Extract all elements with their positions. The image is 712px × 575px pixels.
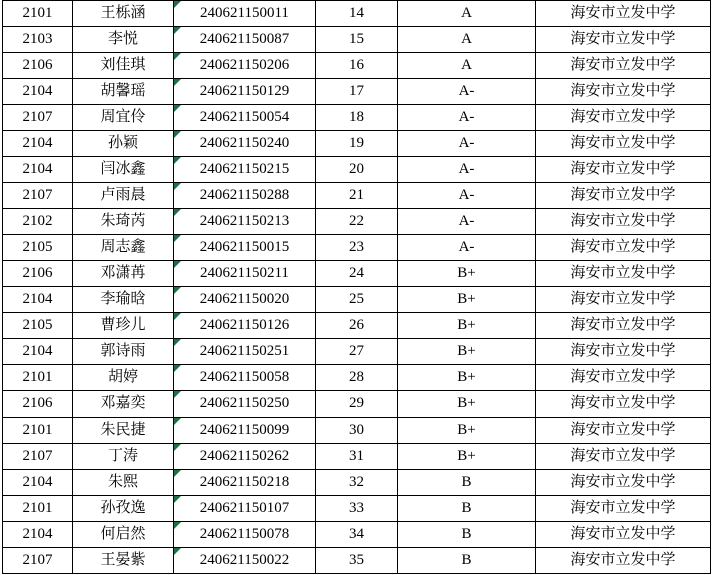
cell-rank[interactable]: 29: [316, 391, 398, 417]
cell-name[interactable]: 闫冰鑫: [73, 157, 174, 183]
cell-rank[interactable]: 33: [316, 495, 398, 521]
cell-class-no[interactable]: 2102: [3, 209, 73, 235]
cell-exam-id[interactable]: [174, 547, 316, 573]
cell-school[interactable]: 海安市立发中学: [536, 183, 711, 209]
cell-exam-id[interactable]: [174, 131, 316, 157]
exam-id-text: 240621150020: [199, 291, 290, 308]
cell-name[interactable]: 李悦: [73, 27, 174, 53]
error-indicator-triangle-icon: [174, 418, 181, 425]
cell-school[interactable]: 海安市立发中学: [536, 287, 711, 313]
exam-id-text: 240621150129: [199, 83, 290, 100]
cell-school[interactable]: 海安市立发中学: [536, 209, 711, 235]
cell-grade[interactable]: B+: [398, 287, 536, 313]
cell-class-no[interactable]: 2106: [3, 53, 73, 79]
table-row: [3, 391, 711, 417]
cell-grade[interactable]: A: [398, 53, 536, 79]
exam-id-text: 240621150058: [199, 369, 290, 386]
cell-grade[interactable]: B: [398, 521, 536, 547]
cell-class-no[interactable]: 2107: [3, 443, 73, 469]
cell-school[interactable]: 海安市立发中学: [536, 261, 711, 287]
table-row: [3, 495, 711, 521]
exam-id-text: 240621150251: [199, 343, 290, 360]
cell-school[interactable]: 海安市立发中学: [536, 339, 711, 365]
error-indicator-triangle-icon: [174, 522, 181, 529]
cell-exam-id[interactable]: [174, 521, 316, 547]
cell-school[interactable]: 海安市立发中学: [536, 391, 711, 417]
cell-rank[interactable]: 31: [316, 443, 398, 469]
cell-name[interactable]: 曹珍儿: [73, 313, 174, 339]
cell-rank[interactable]: 27: [316, 339, 398, 365]
error-indicator-triangle-icon: [174, 313, 181, 320]
cell-school[interactable]: 海安市立发中学: [536, 235, 711, 261]
cell-class-no[interactable]: 2106: [3, 261, 73, 287]
error-indicator-triangle-icon: [174, 105, 181, 112]
cell-rank[interactable]: 21: [316, 183, 398, 209]
error-indicator-triangle-icon: [174, 1, 181, 8]
cell-class-no[interactable]: 2106: [3, 391, 73, 417]
cell-grade[interactable]: A-: [398, 131, 536, 157]
cell-grade[interactable]: B+: [398, 365, 536, 391]
error-indicator-triangle-icon: [174, 235, 181, 242]
cell-name[interactable]: 邓嘉奕: [73, 391, 174, 417]
cell-school[interactable]: 海安市立发中学: [536, 547, 711, 573]
cell-class-no[interactable]: 2104: [3, 79, 73, 105]
exam-id-text: 240621150022: [199, 551, 290, 568]
exam-id-text: 240621150011: [200, 5, 289, 22]
exam-id-text: 240621150240: [199, 135, 290, 152]
cell-class-no[interactable]: 2104: [3, 131, 73, 157]
exam-id-text: 240621150099: [199, 421, 290, 438]
cell-rank[interactable]: 28: [316, 365, 398, 391]
error-indicator-triangle-icon: [174, 183, 181, 190]
cell-name[interactable]: 王栎涵: [73, 1, 174, 27]
cell-rank[interactable]: 15: [316, 27, 398, 53]
exam-id-text: 240621150215: [199, 161, 290, 178]
error-indicator-triangle-icon: [174, 339, 181, 346]
cell-exam-id[interactable]: [174, 53, 316, 79]
table-row: [3, 209, 711, 235]
error-indicator-triangle-icon: [174, 79, 181, 86]
cell-rank[interactable]: 14: [316, 1, 398, 27]
cell-grade[interactable]: A: [398, 27, 536, 53]
exam-id-text: 240621150250: [199, 395, 290, 412]
cell-class-no[interactable]: 2103: [3, 27, 73, 53]
cell-name[interactable]: 卢雨晨: [73, 183, 174, 209]
cell-rank[interactable]: 23: [316, 235, 398, 261]
cell-class-no[interactable]: 2104: [3, 157, 73, 183]
error-indicator-triangle-icon: [174, 470, 181, 477]
cell-exam-id[interactable]: [174, 209, 316, 235]
cell-exam-id[interactable]: [174, 157, 316, 183]
cell-class-no[interactable]: 2104: [3, 339, 73, 365]
cell-name[interactable]: 周志鑫: [73, 235, 174, 261]
cell-rank[interactable]: 32: [316, 469, 398, 495]
cell-class-no[interactable]: 2104: [3, 521, 73, 547]
cell-class-no[interactable]: 2101: [3, 417, 73, 443]
exam-id-text: 240621150288: [199, 187, 290, 204]
table-row: [3, 157, 711, 183]
cell-exam-id[interactable]: [174, 313, 316, 339]
cell-rank[interactable]: 22: [316, 209, 398, 235]
cell-class-no[interactable]: 2107: [3, 547, 73, 573]
table-row: [3, 105, 711, 131]
cell-school[interactable]: 海安市立发中学: [536, 469, 711, 495]
cell-exam-id[interactable]: [174, 287, 316, 313]
cell-exam-id[interactable]: [174, 495, 316, 521]
cell-rank[interactable]: 24: [316, 261, 398, 287]
cell-name[interactable]: 邓潇苒: [73, 261, 174, 287]
cell-school[interactable]: 海安市立发中学: [536, 27, 711, 53]
error-indicator-triangle-icon: [174, 157, 181, 164]
table-row: [3, 313, 711, 339]
cell-exam-id[interactable]: [174, 339, 316, 365]
cell-exam-id[interactable]: [174, 391, 316, 417]
error-indicator-triangle-icon: [174, 548, 181, 555]
cell-class-no[interactable]: 2105: [3, 313, 73, 339]
table-row: [3, 365, 711, 391]
cell-school[interactable]: 海安市立发中学: [536, 313, 711, 339]
cell-grade[interactable]: A-: [398, 79, 536, 105]
error-indicator-triangle-icon: [174, 444, 181, 451]
cell-rank[interactable]: 16: [316, 53, 398, 79]
cell-school[interactable]: 海安市立发中学: [536, 105, 711, 131]
table-row: [3, 53, 711, 79]
cell-class-no[interactable]: 2101: [3, 365, 73, 391]
cell-exam-id[interactable]: [174, 469, 316, 495]
cell-rank[interactable]: 30: [316, 417, 398, 443]
cell-grade[interactable]: A: [398, 1, 536, 27]
cell-name[interactable]: 胡婷: [73, 365, 174, 391]
error-indicator-triangle-icon: [174, 287, 181, 294]
error-indicator-triangle-icon: [174, 391, 181, 398]
cell-school[interactable]: 海安市立发中学: [536, 131, 711, 157]
table-row: [3, 339, 711, 365]
exam-id-text: 240621150126: [199, 317, 290, 334]
cell-school[interactable]: 海安市立发中学: [536, 495, 711, 521]
cell-class-no[interactable]: 2104: [3, 469, 73, 495]
cell-name[interactable]: 朱琦芮: [73, 209, 174, 235]
error-indicator-triangle-icon: [174, 496, 181, 503]
cell-name[interactable]: 胡馨瑶: [73, 79, 174, 105]
error-indicator-triangle-icon: [174, 365, 181, 372]
cell-school[interactable]: 海安市立发中学: [536, 79, 711, 105]
exam-id-text: 240621150078: [199, 525, 290, 542]
error-indicator-triangle-icon: [174, 261, 181, 268]
table-row: [3, 131, 711, 157]
score-table-body: [3, 1, 711, 574]
cell-exam-id[interactable]: [174, 235, 316, 261]
cell-grade[interactable]: A-: [398, 183, 536, 209]
cell-school[interactable]: 海安市立发中学: [536, 365, 711, 391]
cell-name[interactable]: 何启然: [73, 521, 174, 547]
cell-class-no[interactable]: 2107: [3, 183, 73, 209]
table-row: [3, 417, 711, 443]
table-row: [3, 261, 711, 287]
cell-grade[interactable]: B+: [398, 339, 536, 365]
cell-school[interactable]: 海安市立发中学: [536, 53, 711, 79]
cell-grade[interactable]: A-: [398, 105, 536, 131]
exam-id-text: 240621150087: [199, 31, 290, 48]
table-row: [3, 235, 711, 261]
cell-grade[interactable]: B: [398, 495, 536, 521]
error-indicator-triangle-icon: [174, 131, 181, 138]
cell-class-no[interactable]: 2101: [3, 1, 73, 27]
cell-name[interactable]: 孙孜逸: [73, 495, 174, 521]
cell-school[interactable]: 海安市立发中学: [536, 157, 711, 183]
cell-exam-id[interactable]: [174, 105, 316, 131]
score-table: [2, 0, 711, 574]
cell-school[interactable]: 海安市立发中学: [536, 1, 711, 27]
table-row: [3, 79, 711, 105]
table-row: [3, 521, 711, 547]
cell-name[interactable]: 周宜伶: [73, 105, 174, 131]
cell-exam-id[interactable]: [174, 443, 316, 469]
cell-grade[interactable]: B: [398, 547, 536, 573]
exam-id-text: 240621150211: [200, 265, 289, 282]
cell-exam-id[interactable]: [174, 183, 316, 209]
cell-name[interactable]: 郭诗雨: [73, 339, 174, 365]
cell-exam-id[interactable]: [174, 27, 316, 53]
cell-grade[interactable]: B+: [398, 313, 536, 339]
cell-grade[interactable]: B: [398, 469, 536, 495]
cell-class-no[interactable]: 2101: [3, 495, 73, 521]
cell-name[interactable]: 刘佳琪: [73, 53, 174, 79]
cell-name[interactable]: 朱民捷: [73, 417, 174, 443]
table-row: [3, 1, 711, 27]
table-row: [3, 469, 711, 495]
cell-rank[interactable]: 25: [316, 287, 398, 313]
table-row: [3, 183, 711, 209]
cell-school[interactable]: 海安市立发中学: [536, 417, 711, 443]
cell-school[interactable]: 海安市立发中学: [536, 521, 711, 547]
cell-name[interactable]: 王晏紫: [73, 547, 174, 573]
table-row: [3, 27, 711, 53]
spreadsheet-grid: [2, 0, 710, 575]
exam-id-text: 240621150015: [199, 239, 290, 256]
cell-school[interactable]: 海安市立发中学: [536, 443, 711, 469]
exam-id-text: 240621150054: [199, 109, 290, 126]
cell-exam-id[interactable]: [174, 261, 316, 287]
error-indicator-triangle-icon: [174, 53, 181, 60]
cell-rank[interactable]: 17: [316, 79, 398, 105]
cell-rank[interactable]: 20: [316, 157, 398, 183]
cell-name[interactable]: 孙颖: [73, 131, 174, 157]
cell-grade[interactable]: B+: [398, 391, 536, 417]
cell-name[interactable]: 丁涛: [73, 443, 174, 469]
cell-grade[interactable]: A-: [398, 235, 536, 261]
cell-name[interactable]: 李瑜晗: [73, 287, 174, 313]
cell-exam-id[interactable]: [174, 365, 316, 391]
cell-grade[interactable]: A-: [398, 209, 536, 235]
cell-name[interactable]: 朱熙: [73, 469, 174, 495]
exam-id-text: 240621150206: [199, 57, 290, 74]
cell-rank[interactable]: 18: [316, 105, 398, 131]
cell-grade[interactable]: B+: [398, 443, 536, 469]
cell-exam-id[interactable]: [174, 79, 316, 105]
cell-exam-id[interactable]: [174, 417, 316, 443]
cell-class-no[interactable]: 2104: [3, 287, 73, 313]
table-row: [3, 443, 711, 469]
cell-rank[interactable]: 26: [316, 313, 398, 339]
exam-id-text: 240621150107: [199, 499, 290, 516]
cell-grade[interactable]: A-: [398, 157, 536, 183]
table-row: [3, 547, 711, 573]
cell-exam-id[interactable]: [174, 1, 316, 27]
exam-id-text: 240621150213: [199, 213, 290, 230]
error-indicator-triangle-icon: [174, 27, 181, 34]
exam-id-text: 240621150218: [199, 473, 290, 490]
cell-grade[interactable]: B+: [398, 261, 536, 287]
cell-rank[interactable]: 34: [316, 521, 398, 547]
cell-rank[interactable]: 35: [316, 547, 398, 573]
table-row: [3, 287, 711, 313]
error-indicator-triangle-icon: [174, 209, 181, 216]
exam-id-text: 240621150262: [199, 447, 290, 464]
cell-grade[interactable]: B+: [398, 417, 536, 443]
cell-rank[interactable]: 19: [316, 131, 398, 157]
cell-class-no[interactable]: 2107: [3, 105, 73, 131]
cell-class-no[interactable]: 2105: [3, 235, 73, 261]
